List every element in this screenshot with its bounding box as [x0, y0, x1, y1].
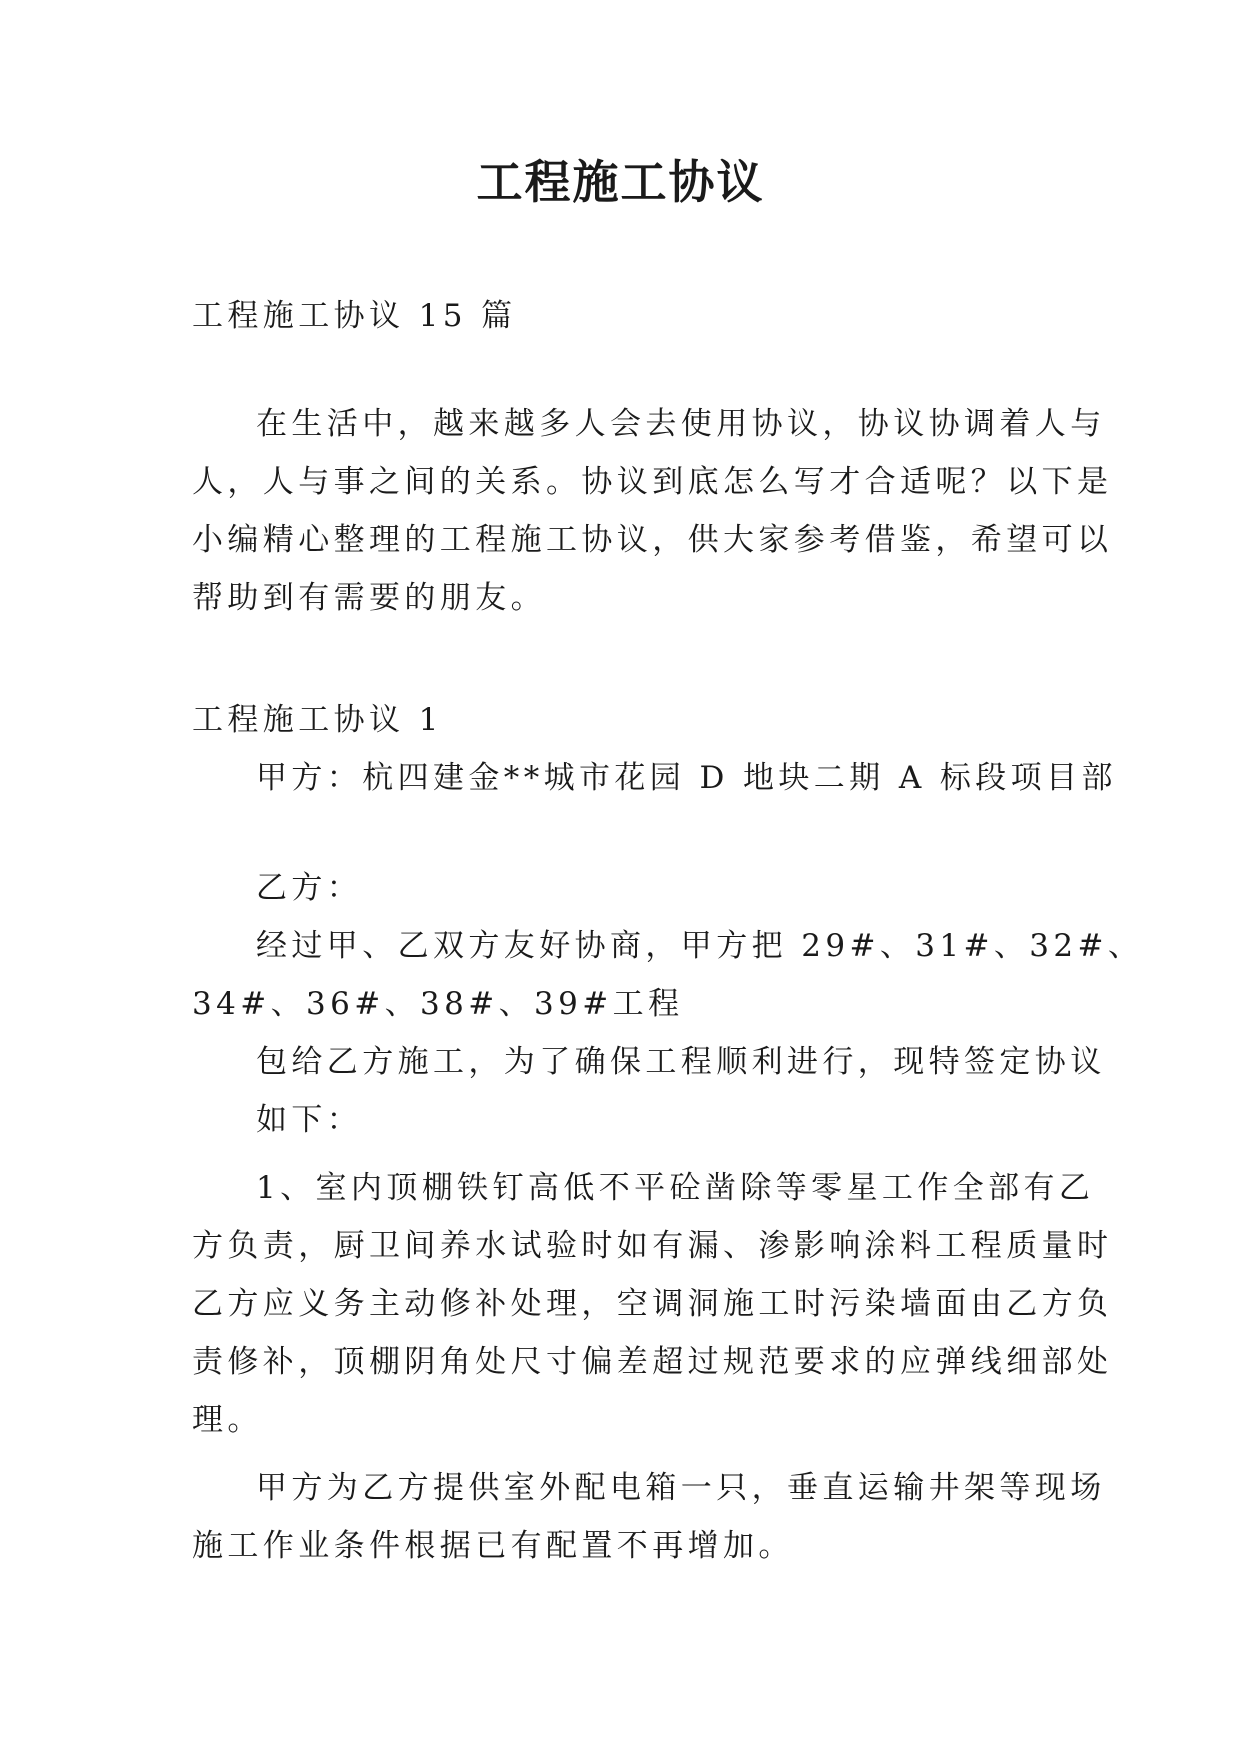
para1-line-3: 包给乙方施工，为了确保工程顺利进行，现特签定协议	[256, 1044, 1106, 1080]
clause1-line-3: 乙方应义务主动修补处理，空调洞施工时污染墙面由乙方负	[192, 1286, 1113, 1322]
para2-line-1: 甲方为乙方提供室外配电箱一只，垂直运输井架等现场	[256, 1470, 1106, 1506]
clause1-line-4: 责修补，顶棚阴角处尺寸偏差超过规范要求的应弹线细部处	[192, 1344, 1113, 1380]
clause1-line-5: 理。	[192, 1402, 263, 1438]
para2-line-2: 施工作业条件根据已有配置不再增加。	[192, 1528, 794, 1564]
intro-line-2: 人，人与事之间的关系。协议到底怎么写才合适呢？以下是	[192, 464, 1113, 500]
party-a: 甲方：杭四建金**城市花园 D 地块二期 A 标段项目部	[256, 760, 1117, 796]
intro-line-4: 帮助到有需要的朋友。	[192, 580, 546, 616]
document-title: 工程施工协议	[476, 155, 765, 209]
intro-line-1: 在生活中，越来越多人会去使用协议，协议协调着人与	[256, 406, 1106, 442]
document-subtitle: 工程施工协议 15 篇	[192, 298, 517, 334]
para1-line-1: 经过甲、乙双方友好协商，甲方把 29#、31#、32#、	[256, 928, 1144, 964]
para1-line-2: 34#、36#、38#、39#工程	[192, 986, 684, 1022]
para1-line-4: 如下：	[256, 1102, 363, 1138]
section-heading: 工程施工协议 1	[192, 702, 443, 738]
intro-line-3: 小编精心整理的工程施工协议，供大家参考借鉴，希望可以	[192, 522, 1113, 558]
party-b: 乙方：	[256, 870, 363, 906]
clause1-line-1: 1、室内顶棚铁钉高低不平砼凿除等零星工作全部有乙	[256, 1170, 1095, 1206]
clause1-line-2: 方负责，厨卫间养水试验时如有漏、渗影响涂料工程质量时	[192, 1228, 1113, 1264]
